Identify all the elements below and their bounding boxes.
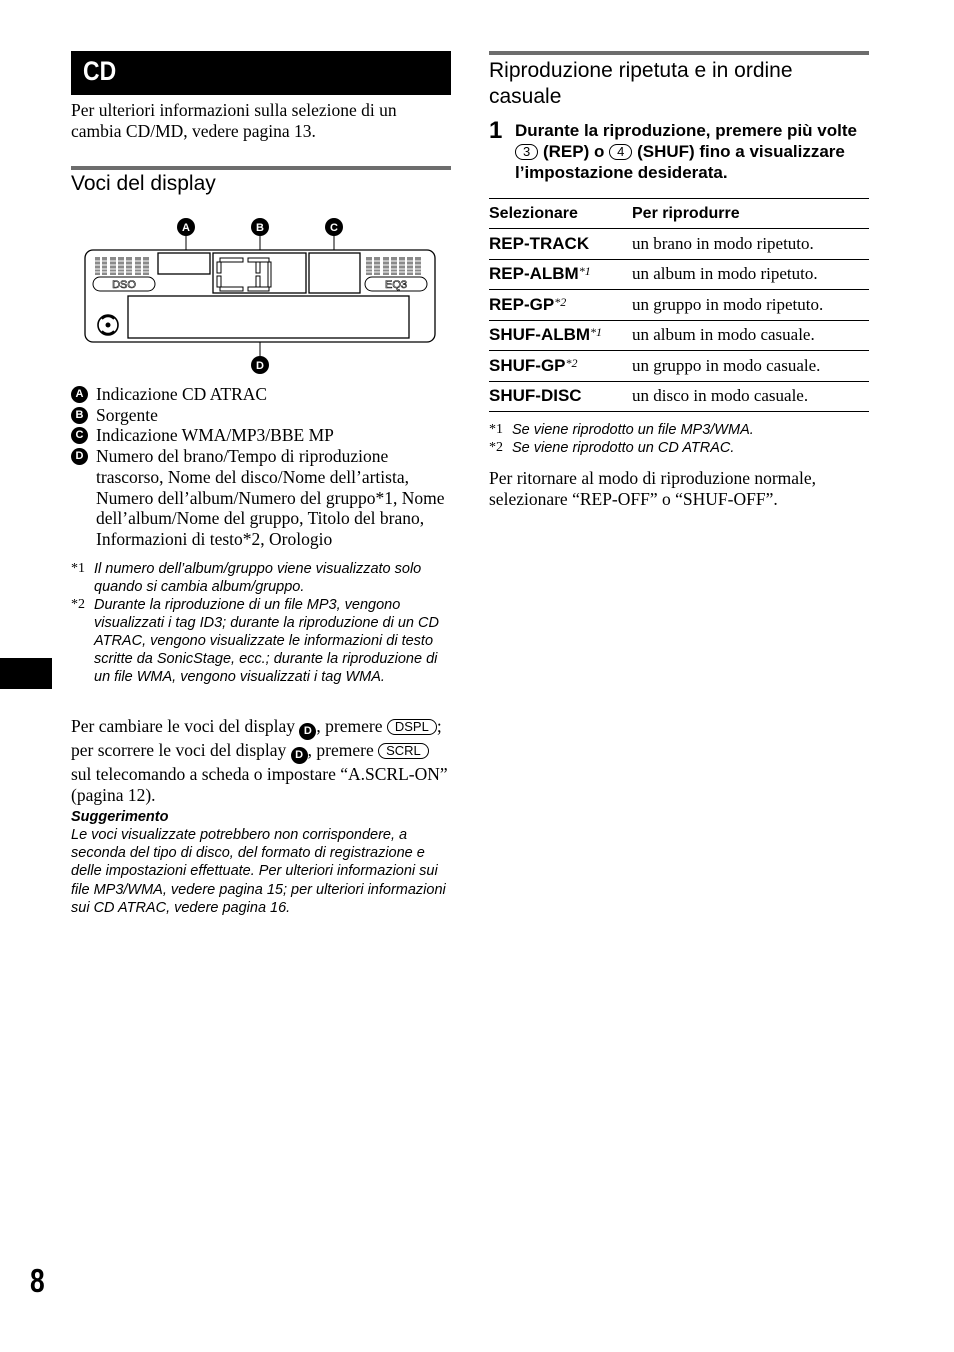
svg-text:A: A (182, 222, 190, 234)
table-row (489, 320, 869, 351)
footnote-text: Durante la riproduzione di un file MP3, vengono visualizzati i tag ID3; durante la riproduzione di un CD ATRAC, vengono visualizzate le informazioni di testo scritte da SonicStage, ecc.; durante la riproduzione di un file WMA, vengono visualizzati i tag WMA. (94, 597, 439, 685)
chapter-tab (0, 658, 52, 689)
callout-badge: D (71, 448, 88, 465)
column-header: Per riprodurre (632, 199, 869, 229)
description-cell: un gruppo in modo ripetuto. (632, 290, 869, 321)
description-cell: un brano in modo ripetuto. (632, 229, 869, 260)
svg-text:B: B (256, 222, 264, 234)
svg-text:C: C (330, 222, 338, 234)
display-heading: Voci del display (71, 172, 216, 195)
tip-title: Suggerimento (71, 809, 169, 825)
para-text: Per cambiare le voci del display (71, 716, 296, 736)
footnote (71, 560, 451, 596)
mode-cell: REP-TRACK (489, 229, 632, 260)
section-title-bar (71, 51, 451, 95)
disc-icon (98, 315, 118, 335)
step-text (515, 120, 874, 183)
para-text: sul telecomando a scheda o impostare “A.SCRL-ON” (pagina 12). (71, 764, 448, 805)
footnote-text: Se viene riprodotto un file MP3/WMA. (512, 422, 754, 438)
column-header: Selezionare (489, 199, 632, 229)
description-cell: un album in modo casuale. (632, 320, 869, 351)
callout-b (251, 218, 269, 236)
footnote-mark: *2 (71, 597, 85, 612)
mode-cell: SHUF-GP$^{*2}$ (489, 351, 632, 382)
legend-text: Indicazione WMA/MP3/BBE MP (96, 425, 334, 446)
eq3-label: EQ3 (384, 279, 408, 291)
display-diagram (80, 214, 442, 378)
step-number: 1 (489, 117, 503, 144)
tip-text: Le voci visualizzate potrebbero non corrispondere, a seconda del tipo di disco, del formato di registrazione e delle impostazioni effettuate. Per ulteriori informazioni sui file MP3/WMA, vedere pagina 15; per ulteriori informazioni sui CD ATRAC, vedere pagina 16. (71, 827, 446, 916)
callout-badge: B (71, 407, 88, 424)
footnote-mark: *2 (489, 440, 503, 455)
callout-c (325, 218, 343, 236)
description-cell: un disco in modo casuale. (632, 381, 869, 412)
table-row (489, 290, 869, 321)
callout-badge: A (71, 386, 88, 403)
play-mode-table (489, 198, 869, 412)
svg-text:D: D (256, 360, 264, 372)
repeat-shuffle-heading: Riproduzione ripetuta e in ordine casuale (489, 59, 793, 108)
atrac-indicator-box (158, 253, 210, 274)
legend-text: Numero del brano/Tempo di riproduzione trascorso, Nome del disco/Nome dell’artista, Numero dell’album/Numero del gruppo*1, Nome dell’album/Nome del gruppo, Titolo del brano, Informazioni di testo*2, Orologio (96, 446, 445, 549)
step-text-part: (SHUF) fino a visualizzare l’impostazione desiderata. (515, 142, 845, 182)
text-info-box (128, 296, 409, 338)
description-cell: un album in modo ripetuto. (632, 259, 869, 290)
callout-badge: C (71, 427, 88, 444)
table-header-row (489, 199, 869, 229)
legend-item (71, 446, 451, 550)
step-text-part: Durante la riproduzione, premere più volte (515, 121, 857, 140)
change-display-paragraph (71, 716, 451, 805)
codec-indicator-box (309, 253, 360, 293)
shuf-key: 4 (609, 144, 632, 160)
return-normal-paragraph: Per ritornare al modo di riproduzione normale, selezionare “REP-OFF” o “SHUF-OFF”. (489, 468, 817, 509)
scrl-key: SCRL (378, 743, 429, 759)
table-row (489, 351, 869, 382)
dspl-key: DSPL (387, 719, 437, 735)
callout-d (251, 356, 269, 374)
footnote (489, 439, 869, 457)
callout-badge: D (299, 723, 316, 740)
footnote (71, 596, 451, 686)
footnote-text: Se viene riprodotto un CD ATRAC. (512, 440, 735, 456)
step-text-part: (REP) o (542, 142, 605, 161)
section-divider (489, 51, 869, 55)
mode-cell: SHUF-ALBM$^{*1}$ (489, 320, 632, 351)
para-text: , premere (316, 716, 383, 736)
mode-cell: SHUF-DISC (489, 381, 632, 412)
section-title: CD (83, 56, 117, 86)
legend-item (71, 384, 451, 405)
description-cell: un gruppo in modo casuale. (632, 351, 869, 382)
section-divider (71, 166, 451, 170)
step-1 (489, 117, 874, 183)
display-legend (71, 384, 451, 550)
table-row (489, 381, 869, 412)
footnote-mark: *1 (489, 422, 503, 437)
rep-key: 3 (515, 144, 538, 160)
table-footnotes (489, 421, 869, 457)
intro-paragraph: Per ulteriori informazioni sulla selezione di un cambia CD/MD, vedere pagina 13. (71, 100, 397, 141)
para-text: , premere (307, 740, 374, 760)
footnote (489, 421, 869, 439)
callout-badge: D (291, 747, 308, 764)
footnote-text: Il numero dell’album/gruppo viene visualizzato solo quando si cambia album/gruppo. (94, 561, 422, 595)
table-row (489, 259, 869, 290)
footnote-mark: *1 (71, 561, 85, 576)
page-number: 8 (30, 1262, 45, 1299)
table-row (489, 229, 869, 260)
mode-cell: REP-ALBM$^{*1}$ (489, 259, 632, 290)
tip-box (71, 808, 451, 917)
callout-a (177, 218, 195, 236)
legend-text: Sorgente (96, 404, 158, 425)
legend-item (71, 425, 451, 446)
dso-label: DSO (112, 279, 136, 291)
para-text: ; per scorrere le voci del display (71, 716, 442, 760)
mode-cell: REP-GP$^{*2}$ (489, 290, 632, 321)
display-footnotes (71, 560, 451, 686)
legend-item (71, 405, 451, 426)
legend-text: Indicazione CD ATRAC (96, 384, 268, 404)
